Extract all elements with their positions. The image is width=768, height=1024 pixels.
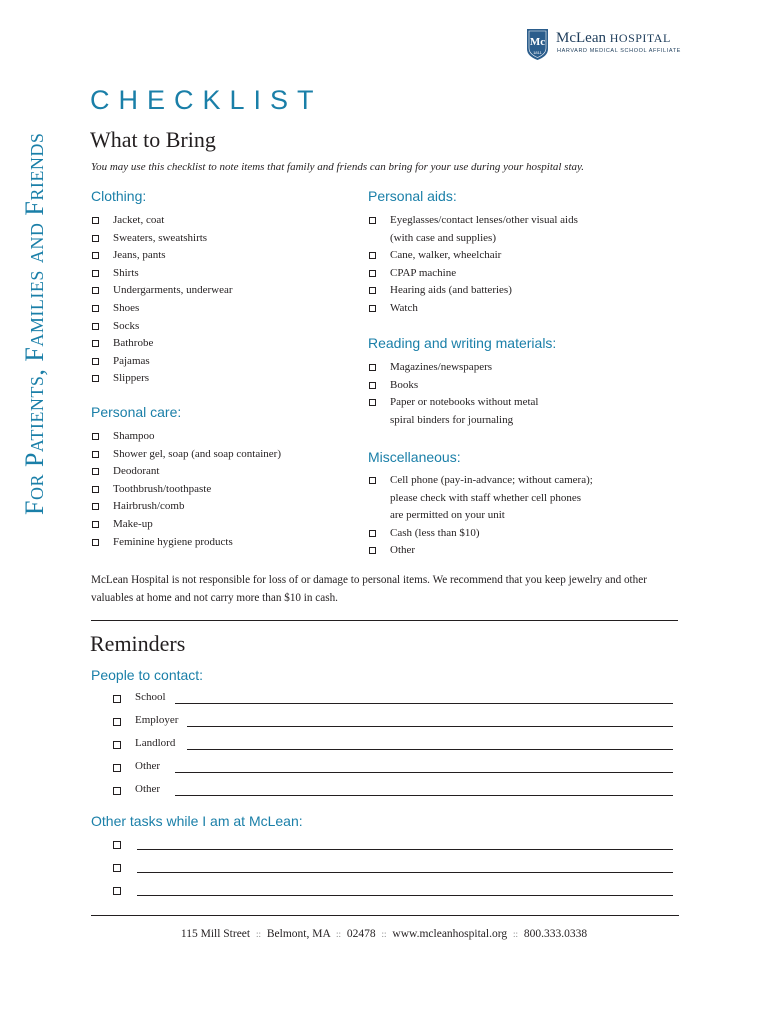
item-label-continued: are permitted on your unit — [390, 509, 505, 522]
checkbox[interactable] — [113, 695, 121, 703]
miscellaneous-list — [368, 472, 593, 560]
list-item[interactable] — [91, 534, 281, 552]
logo-name-suffix: HOSPITAL — [609, 31, 671, 45]
checkbox[interactable] — [369, 252, 376, 259]
other-tasks-heading: Other tasks while I am at McLean: — [91, 813, 303, 829]
personal-care-heading: Personal care: — [91, 404, 182, 420]
fill-in-line[interactable] — [137, 872, 673, 873]
item-label: Undergarments, underwear — [113, 284, 233, 297]
personal-aids-heading: Personal aids: — [368, 188, 457, 204]
footer-zip: 02478 — [346, 928, 376, 940]
fill-in-line[interactable] — [175, 772, 673, 773]
contact-row-school[interactable] — [113, 691, 673, 709]
side-title-text: For Patients, Families and Friends — [20, 132, 49, 515]
item-label: Magazines/newspapers — [390, 361, 493, 373]
reminders-heading: Reminders — [90, 631, 186, 656]
contact-label: Other — [135, 760, 161, 772]
list-item[interactable] — [91, 370, 233, 388]
list-item[interactable] — [368, 247, 578, 265]
list-item[interactable] — [91, 247, 233, 265]
footer-street: 115 Mill Street — [180, 928, 251, 940]
contact-label: Employer — [135, 714, 179, 726]
item-label: Shirts — [113, 266, 139, 279]
item-label: Cell phone (pay-in-advance; without camera); — [390, 474, 593, 486]
item-label: Jacket, coat — [113, 214, 165, 226]
list-item[interactable] — [91, 353, 233, 371]
list-item[interactable] — [368, 265, 578, 283]
page-title: CHECKLIST — [90, 85, 323, 115]
checkbox[interactable] — [92, 323, 99, 330]
divider — [91, 915, 679, 916]
checkbox[interactable] — [92, 270, 99, 277]
list-item[interactable] — [91, 318, 233, 336]
checkbox[interactable] — [369, 530, 376, 537]
list-item[interactable] — [368, 377, 538, 395]
fill-in-line[interactable] — [175, 795, 673, 796]
item-label: Shower gel, soap (and soap container) — [113, 447, 282, 460]
people-to-contact-heading: People to contact: — [91, 667, 204, 683]
item-label-continued: spiral binders for journaling — [390, 413, 514, 426]
list-item[interactable] — [91, 212, 233, 230]
item-label: Hairbrush/comb — [113, 500, 185, 513]
fill-in-line[interactable] — [187, 749, 673, 750]
list-item[interactable] — [368, 359, 538, 377]
fill-in-line[interactable] — [137, 895, 673, 896]
list-item[interactable] — [368, 300, 578, 318]
checkbox[interactable] — [113, 864, 121, 872]
checkbox[interactable] — [92, 305, 99, 312]
item-label: Cash (less than $10) — [390, 526, 480, 539]
contact-label: Landlord — [135, 737, 176, 749]
item-label: Books — [390, 378, 419, 391]
list-item[interactable] — [368, 542, 593, 560]
personal-care-list — [91, 428, 281, 551]
item-label: Shampoo — [113, 430, 155, 442]
item-label-continued: (with case and supplies) — [390, 231, 496, 244]
checkbox[interactable] — [113, 887, 121, 895]
checkbox[interactable] — [92, 217, 99, 224]
list-item[interactable] — [91, 282, 233, 300]
item-label: Slippers — [113, 372, 150, 385]
checkbox[interactable] — [92, 503, 99, 510]
footer-city: Belmont, MA — [266, 928, 331, 940]
checkbox[interactable] — [92, 340, 99, 347]
task-row[interactable] — [113, 837, 673, 855]
disclaimer-text: McLean Hospital is not responsible for loss of or damage to personal items. We recommend that you keep jewelry and other valuables at home and not carry more than $10 in cash. — [91, 574, 647, 604]
checkbox[interactable] — [113, 787, 121, 795]
checkbox[interactable] — [92, 375, 99, 382]
contact-row-other[interactable] — [113, 760, 673, 778]
list-item[interactable] — [368, 212, 578, 247]
item-label: Hearing aids (and batteries) — [390, 284, 512, 297]
list-item[interactable] — [91, 335, 233, 353]
checkbox[interactable] — [369, 270, 376, 277]
checkbox[interactable] — [113, 764, 121, 772]
item-label: Deodorant — [113, 465, 160, 478]
logo-name — [556, 30, 671, 47]
footer — [0, 928, 768, 940]
list-item[interactable] — [91, 428, 281, 446]
list-item[interactable] — [91, 446, 281, 464]
reading-heading: Reading and writing materials: — [368, 335, 557, 351]
item-label-continued: please check with staff whether cell phones — [390, 491, 582, 504]
checkbox[interactable] — [92, 468, 99, 475]
item-label: Socks — [113, 319, 140, 332]
checkbox[interactable] — [92, 521, 99, 528]
checkbox[interactable] — [92, 486, 99, 493]
contact-label: Other — [135, 783, 161, 795]
mclean-hospital-logo — [526, 28, 686, 62]
checkbox[interactable] — [92, 539, 99, 546]
list-item[interactable] — [91, 265, 233, 283]
list-item[interactable] — [91, 230, 233, 248]
footer-website[interactable]: www.mcleanhospital.org — [392, 928, 508, 940]
checkbox[interactable] — [369, 477, 376, 484]
what-to-bring-heading: What to Bring — [90, 127, 216, 152]
item-label: Make-up — [113, 517, 153, 530]
reading-list — [368, 359, 538, 429]
checkbox[interactable] — [369, 305, 376, 312]
list-item[interactable] — [91, 498, 281, 516]
checkbox[interactable] — [92, 451, 99, 458]
item-label: Paper or notebooks without metal — [390, 396, 539, 409]
fill-in-line[interactable] — [175, 703, 673, 704]
footer-phone: 800.333.0338 — [523, 928, 588, 940]
shield-letters: Mc — [529, 36, 546, 48]
checkbox[interactable] — [369, 382, 376, 389]
item-label: Bathrobe — [113, 337, 154, 350]
contact-row-other[interactable] — [113, 783, 673, 801]
miscellaneous-heading: Miscellaneous: — [368, 449, 461, 465]
checkbox[interactable] — [113, 741, 121, 749]
item-label: CPAP machine — [390, 266, 457, 279]
list-item[interactable] — [91, 300, 233, 318]
checkbox[interactable] — [369, 399, 376, 406]
checkbox[interactable] — [92, 252, 99, 259]
shield-icon — [526, 28, 549, 61]
clothing-heading: Clothing: — [91, 188, 147, 204]
item-label: Watch — [390, 301, 418, 314]
checkbox[interactable] — [369, 287, 376, 294]
logo-subtitle: HARVARD MEDICAL SCHOOL AFFILIATE — [557, 48, 681, 54]
personal-aids-list — [368, 212, 578, 318]
list-item[interactable] — [91, 463, 281, 481]
intro-text: You may use this checklist to note items that family and friends can bring for your use during your hospital stay. — [91, 161, 585, 173]
footer-separator: :: — [381, 929, 387, 939]
list-item[interactable] — [368, 282, 578, 300]
list-item[interactable] — [91, 481, 281, 499]
list-item[interactable] — [368, 394, 538, 429]
checkbox[interactable] — [92, 433, 99, 440]
item-label: Jeans, pants — [113, 249, 166, 262]
item-label: Cane, walker, wheelchair — [390, 249, 502, 262]
task-row[interactable] — [113, 860, 673, 878]
item-label: Feminine hygiene products — [113, 535, 233, 548]
task-row[interactable] — [113, 883, 673, 901]
contact-row-employer[interactable] — [113, 714, 673, 732]
logo-name-main: McLean — [556, 30, 606, 46]
item-label: Shoes — [113, 301, 140, 314]
checkbox[interactable] — [113, 718, 121, 726]
contact-row-landlord[interactable] — [113, 737, 673, 755]
contact-label: School — [135, 691, 166, 703]
fill-in-line[interactable] — [187, 726, 673, 727]
checkbox[interactable] — [92, 358, 99, 365]
list-item[interactable] — [91, 516, 281, 534]
item-label: Sweaters, sweatshirts — [113, 231, 208, 244]
item-label: Other — [390, 544, 416, 557]
item-label: Eyeglasses/contact lenses/other visual aids — [390, 214, 578, 226]
side-title — [20, 95, 60, 515]
clothing-list — [91, 212, 233, 388]
divider — [91, 620, 678, 621]
list-item[interactable] — [368, 472, 593, 525]
checkbox[interactable] — [369, 364, 376, 371]
footer-separator: :: — [255, 929, 261, 939]
list-item[interactable] — [368, 525, 593, 543]
checkbox[interactable] — [92, 287, 99, 294]
shield-year: 1811 — [533, 50, 542, 55]
footer-separator: :: — [512, 929, 518, 939]
item-label: Toothbrush/toothpaste — [113, 482, 212, 495]
checkbox[interactable] — [369, 547, 376, 554]
fill-in-line[interactable] — [137, 849, 673, 850]
checkbox[interactable] — [92, 235, 99, 242]
item-label: Pajamas — [113, 354, 150, 367]
footer-separator: :: — [336, 929, 342, 939]
checkbox[interactable] — [113, 841, 121, 849]
checkbox[interactable] — [369, 217, 376, 224]
